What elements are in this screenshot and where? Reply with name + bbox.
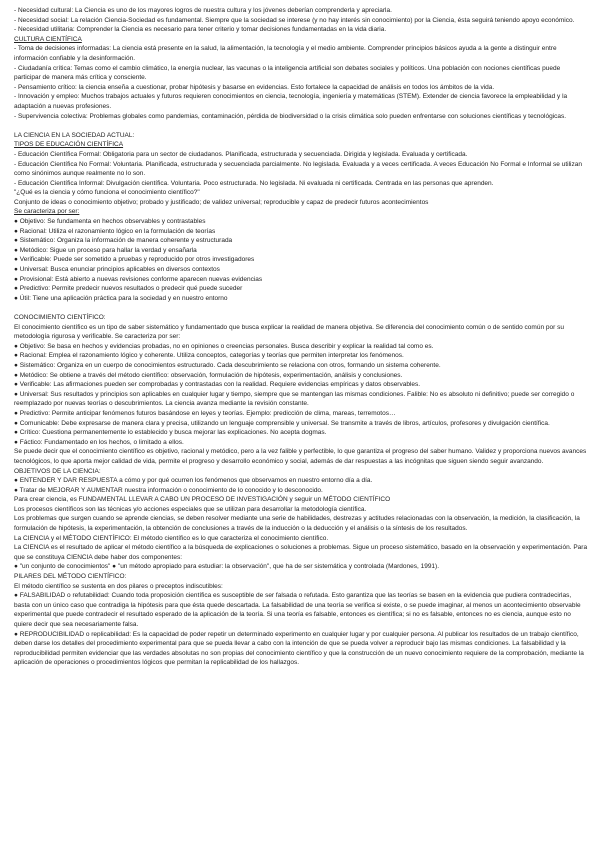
paragraph-spacer [14,121,588,131]
paragraph: ● Provisional: Está abierto a nuevas revisiones conforme aparecen nuevas evidencias [14,275,263,283]
paragraph: - Ciudadanía crítica: Temas como el cambio climático, la energía nuclear, las vacunas o la inteligencia artificial son debates sociales y políticos. Una población con nociones científicas puede participar de manera más crítica y consciente. [14,64,561,82]
paragraph: ● Predictivo: Permite predecir nuevos resultados o predecir qué puede suceder [14,285,243,293]
paragraph: ● Universal: Sus resultados y principios son aplicables en cualquier lugar y tiempo, siempre que se mantengan las mismas condiciones. Falible: No es absoluto ni definitivo; puede ser corregido o reemplazado por nuevas teorías o descubrimientos. La ciencia avanza mediante la revisión constante. [14,390,575,408]
paragraph: - Necesidad social: La relación Ciencia-Sociedad es fundamental. Siempre que la sociedad se interese (y no hay interés sin conocimiento) por la Ciencia, ésta seguirá teniendo apoyo económico. [14,16,575,24]
paragraph: OBJETIVOS DE LA CIENCIA: [14,467,101,475]
paragraph: Los procesos científicos son las técnicas y/o acciones especiales que se utilizan para desarrollar la metodología científica. [14,505,367,513]
paragraph: ● Racional: Utiliza el razonamiento lógico en la formulación de teorías [14,227,216,235]
section-heading: CULTURA CIENTÍFICA [14,35,82,43]
paragraph: Los problemas que surgen cuando se aprende ciencias, se deben resolver mediante una serie de habilidades, destrezas y actitudes relacionadas con la observación, la medición, la clasificación, la formulación de hipótesis, la experimentación, la obtención de conclusiones a través de la inducción o la deducción y el análisis o la síntesis de los resultados. [14,515,580,533]
paragraph: ● "un conjunto de conocimientos" ● "un método apropiado para estudiar: la observación", que ha de ser sistemática y controlada (Mardones, 1991). [14,563,440,571]
paragraph: - Educación Científica No Formal: Voluntaria. Planificada, estructurada y secuenciada parcialmente. No legislada. Evaluada y a veces certificada. A veces Educación No Formal e Informal se utilizan como sinónimos aunque realmente no lo son. [14,160,582,178]
paragraph: ● Sistemático: Organiza en un cuerpo de conocimientos estructurado. Cada descubrimiento se relaciona con otros, formando un sistema coherente. [14,361,441,369]
paragraph: ● Predictivo: Permite anticipar fenómenos futuros basándose en leyes y teorías. Ejemplo: predicción de clima, mareas, terremotos… [14,409,396,417]
paragraph: CONOCIMIENTO CIENTÍFICO: [14,314,106,321]
section-heading: Se caracteriza por ser: [14,208,80,216]
paragraph: "¿Qué es la ciencia y cómo funciona el conocimiento científico?" [14,189,200,197]
paragraph: La CIENCIA y el MÉTODO CIENTÍFICO: El método científico es lo que caracteriza el conocimiento científico. [14,534,329,542]
paragraph: ● Verificable: Puede ser sometido a pruebas y reproducido por otros investigadores [14,256,255,264]
paragraph: - Supervivencia colectiva: Problemas globales como pandemias, contaminación, pérdida de biodiversidad o la crisis climática solo pueden enfrentarse con soluciones científicas y tecnológicas. [14,112,567,120]
paragraph-spacer [14,303,588,313]
paragraph: - Pensamiento crítico: la ciencia enseña a cuestionar, probar hipótesis y basarse en evidencias. Esto fortalece la capacidad de análisis en todos los ámbitos de la vida. [14,83,495,91]
paragraph: La CIENCIA es el resultado de aplicar el método científico a la búsqueda de explicaciones o soluciones a problemas. Sigue un proceso sistemático, basado en la observación y experimentación. Para que se constituya CIENCIA debe haber dos componentes: [14,544,588,561]
paragraph: ● ENTENDER Y DAR RESPUESTA a cómo y por qué ocurren los fenómenos que observamos en nuestro entorno día a día. [14,477,373,485]
paragraph: ● Objetivo: Se basa en hechos y evidencias probadas, no en opiniones o creencias personales. Busca describir y explicar la realidad tal como es. [14,342,434,350]
paragraph: LA CIENCIA EN LA SOCIEDAD ACTUAL: [14,131,135,139]
paragraph: ● Racional: Emplea el razonamiento lógico y coherente. Utiliza conceptos, categorías y teorías que permiten interpretar los fenómenos. [14,352,404,360]
paragraph: - Educación Científica Informal: Divulgación científica. Voluntaria. Poco estructurada. No legislada. Ni evaluada ni certificada. Centrada en las personas que aprenden. [14,179,494,187]
paragraph: - Necesidad utilitaria: Comprender la Ciencia es necesario para tener criterio y tomar decisiones fundamentadas en la vida diaria. [14,26,387,34]
paragraph: Para crear ciencia, es FUNDAMENTAL LLEVAR A CABO UN PROCESO DE INVESTIGACIÓN y seguir un MÉTODO CIENTÍFICO [14,496,391,504]
document-body [14,6,588,668]
paragraph: ● Verificable: Las afirmaciones pueden ser comprobadas y contrastadas con la realidad. Requiere evidencias empíricas y datos observables. [14,381,421,389]
paragraph: - Necesidad cultural: La Ciencia es uno de los mayores logros de nuestra cultura y los jóvenes deberían comprenderla y apreciarla. [14,7,392,14]
paragraph: ● FALSABILIDAD o refutabilidad: Cuando toda proposición científica es susceptible de ser falsada o refutada. Esto garantiza que las teorías se basen en la evidencia que pudiera contradecirlas, basta con un único caso que contradiga la hipótesis para que ésta quede descartada. La falsabilidad de una teoría se verifica si existe, o se puede imaginar, al menos un acontecimiento observable experimental que puede contradecir el resultado esperado de la aplicación de la teoría. Si una teoría es falsable, entonces es científica; si no es falsable, entonces no es ciencia, aunque esto no quiere decir que sea necesariamente falsa. [14,592,581,628]
paragraph: ● REPRODUCIBILIDAD o replicabilidad: Es la capacidad de poder repetir un determinado experimento en cualquier lugar y por cualquier persona. Al publicar los resultados de un trabajo científico, deben darse los detalles del procedimiento experimental para que se pueda llevar a cabo con la intención de que se pueda volver a reproducir bajo las mismas condiciones. La falsabilidad y la reproducibilidad permiten evidenciar que las verdades absolutas no son propias del conocimiento científico y que la construcción de un nuevo conocimiento requiere de la comprobación, mediante la aplicación de operaciones o procedimientos lógicos que permitan la replicabilidad de los hallazgos. [14,630,584,667]
paragraph: ● Metódico: Se obtiene a través del método científico: observación, formulación de hipótesis, experimentación, análisis y conclusiones. [14,371,403,379]
paragraph: ● Universal: Busca enunciar principios aplicables en diversos contextos [14,266,220,274]
paragraph: - Toma de decisiones informadas: La ciencia está presente en la salud, la alimentación, la tecnología y el medio ambiente. Comprender principios básicos ayuda a la gente a distinguir entre información confiable y la desinformación. [14,45,557,62]
paragraph: El método científico se sustenta en dos pilares o preceptos indiscutibles: [14,582,223,590]
paragraph: ● Comunicable: Debe expresarse de manera clara y precisa, utilizando un lenguaje comprensible y universal. Se transmite a través de libros, artículos, profesores y divulgación científica. [14,419,550,427]
paragraph: ● Tratar de MEJORAR Y AUMENTAR nuestra información o conocimiento de lo conocido y lo desconocido. [14,486,323,494]
paragraph: ● Útil: Tiene una aplicación práctica para la sociedad y en nuestro entorno [14,294,228,302]
paragraph: - Educación Científica Formal: Obligatoria para un sector de ciudadanos. Planificada, estructurada y secuenciada. Dirigida y legislada. Evaluada y certificada. [14,150,468,158]
section-heading: TIPOS DE EDUCACIÓN CIENTÍFICA [14,141,124,149]
paragraph: ● Sistemático: Organiza la información de manera coherente y estructurada [14,237,233,245]
paragraph: ● Fáctico: Fundamentado en los hechos, o limitado a ellos. [14,438,184,446]
paragraph: PILARES DEL MÉTODO CIENTÍFICO: [14,573,127,581]
paragraph: Se puede decir que el conocimiento científico es objetivo, racional y metódico, pero a la vez falible y perfectible, lo que garantiza el progreso del saber humano. Validez y proporciona nuevos avances tecnológicos, lo que aporta mejor calidad de vida, permite el progreso y desarrollo económico y social, además de dar respuestas a las incógnitas que siguen siendo seguir avanzando. [14,448,587,465]
paragraph: ● Objetivo: Se fundamenta en hechos observables y contrastables [14,218,206,226]
paragraph: ● Crítico: Cuestiona permanentemente lo establecido y busca mejorar las explicaciones. No acepta dogmas. [14,429,327,437]
paragraph: El conocimiento científico es un tipo de saber sistemático y fundamentado que busca explicar la realidad de manera objetiva. Se diferencia del conocimiento común o de sentido común por su metodología rigurosa y verificable. Se caracteriza por ser: [14,323,564,341]
paragraph: ● Metódico: Sigue un proceso para hallar la verdad y ensañarla [14,246,197,254]
paragraph: - Innovación y empleo: Muchos trabajos actuales y futuros requieren conocimientos en ciencia, tecnología, ingeniería y matemáticas (STEM). Extender de ciencia favorece la empleabilidad y la adaptación a nuevas profesiones. [14,93,568,110]
paragraph: Conjunto de ideas o conocimiento objetivo; probado y justificado; de validez universal; reproducible y capaz de predecir futuros acontecimientos [14,198,429,206]
